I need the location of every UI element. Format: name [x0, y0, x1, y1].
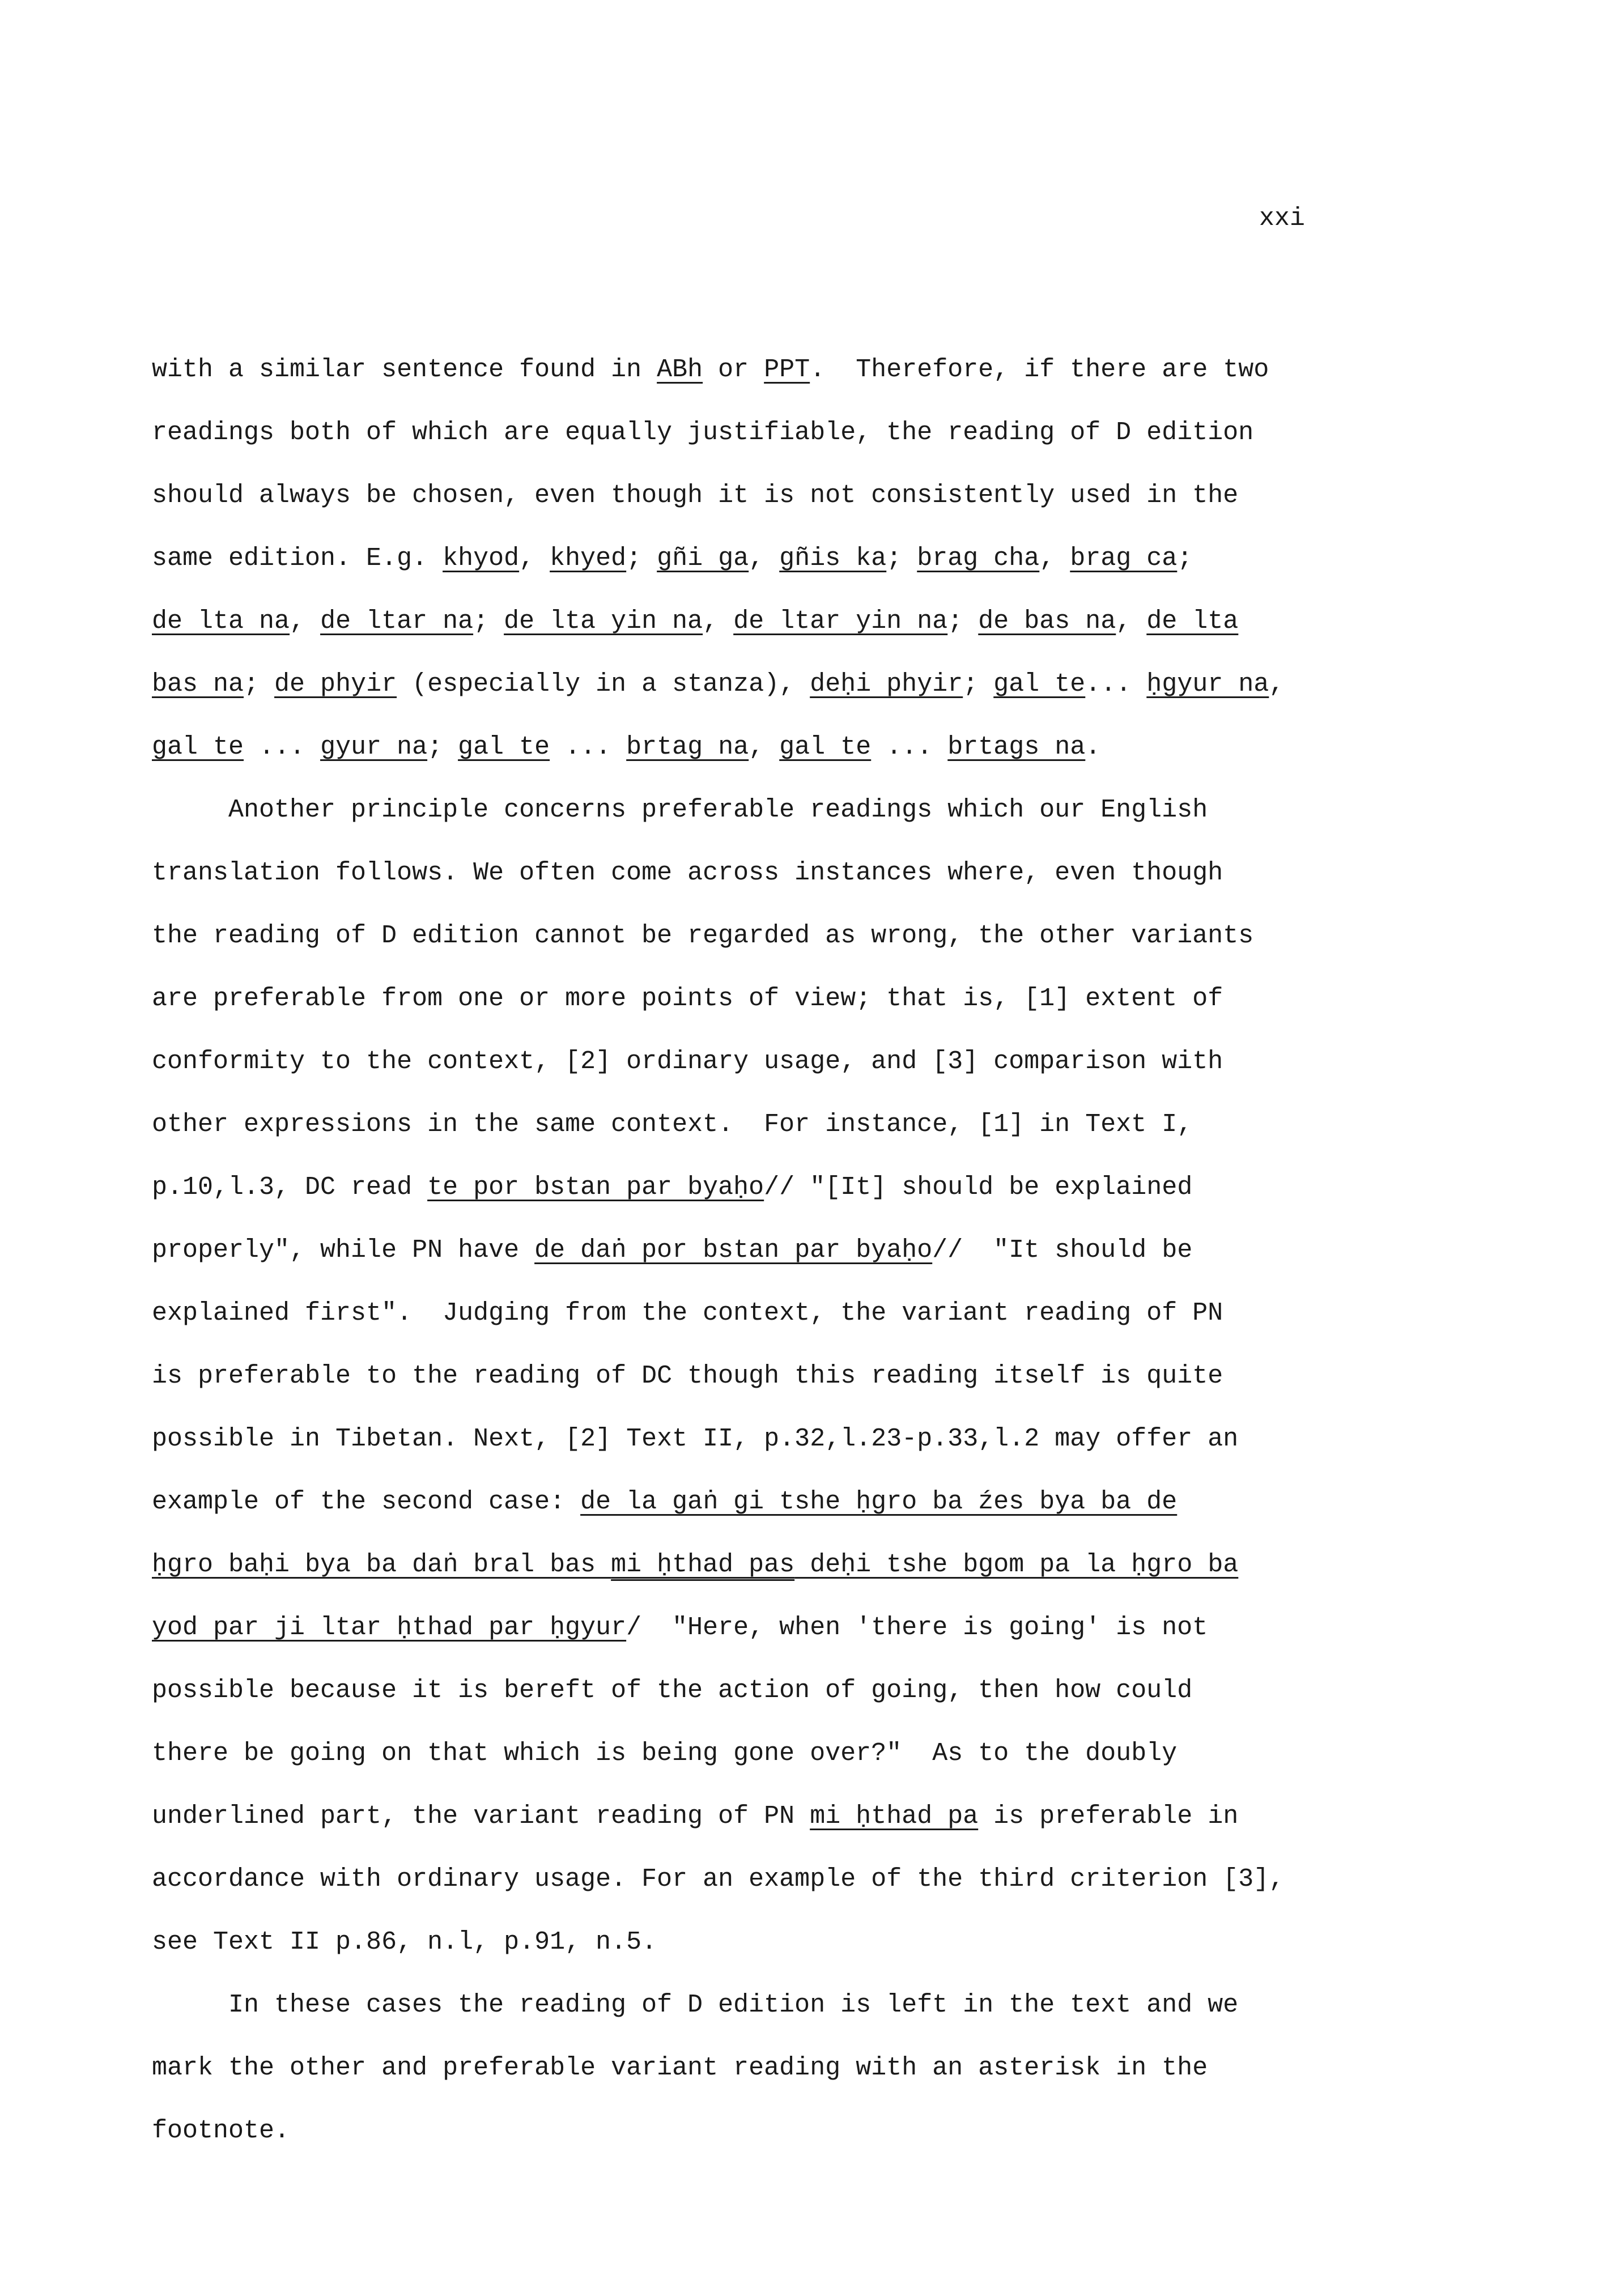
text-line: [152, 1533, 1284, 1596]
text-segment: ...: [550, 733, 627, 762]
text-line: [152, 1911, 1284, 1974]
text-line: [152, 401, 1284, 464]
body-text: [152, 338, 1284, 2162]
underlined-tibetan-term: gal te: [779, 733, 871, 762]
text-line: [152, 464, 1284, 527]
text-segment: conformity to the context, [2] ordinary usage, and [3] comparison with: [152, 1047, 1223, 1076]
underlined-tibetan-term: brag cha: [917, 544, 1040, 573]
underlined-tibetan-term: gñi ga: [657, 544, 749, 573]
underlined-tibetan-term: khyod: [443, 544, 520, 573]
underlined-tibetan-term: de lta na: [152, 607, 290, 636]
text-segment: properly", while PN have: [152, 1236, 535, 1265]
text-segment: In these cases the reading of D edition is left in the text and we: [152, 1991, 1239, 2019]
text-segment: example of the second case:: [152, 1487, 581, 1516]
text-line: [152, 653, 1284, 716]
text-line: [152, 590, 1284, 653]
text-line: [152, 527, 1284, 590]
underlined-tibetan-term: ḥgro baḥi bya ba daṅ bral bas: [152, 1550, 611, 1579]
text-segment: ,: [519, 544, 550, 573]
text-line: [152, 1974, 1284, 2036]
text-line: [152, 2099, 1284, 2162]
underlined-tibetan-term: de lta yin na: [504, 607, 703, 636]
text-segment: ,: [1269, 670, 1285, 699]
underlined-tibetan-term: deḥi phyir: [810, 670, 963, 699]
text-segment: underlined part, the variant reading of PN: [152, 1802, 810, 1831]
text-segment: with a similar sentence found in: [152, 355, 657, 384]
text-segment: ,: [703, 607, 734, 636]
text-line: [152, 1470, 1284, 1533]
text-line: [152, 1093, 1284, 1156]
underlined-tibetan-term: te por bstan par byaḥo: [427, 1173, 764, 1202]
text-segment: // "[It] should be explained: [764, 1173, 1193, 1202]
text-segment: ,: [1039, 544, 1070, 573]
text-line: [152, 1408, 1284, 1470]
underlined-tibetan-term: de bas na: [978, 607, 1116, 636]
underlined-tibetan-term: brtags na: [947, 733, 1086, 762]
underlined-tibetan-term: gyur na: [320, 733, 428, 762]
underlined-tibetan-term: gal te: [152, 733, 244, 762]
underlined-tibetan-term: ABh: [657, 355, 703, 384]
text-segment: readings both of which are equally justifiable, the reading of D edition: [152, 418, 1254, 447]
underlined-tibetan-term: de ltar yin na: [733, 607, 948, 636]
text-line: [152, 1282, 1284, 1345]
text-segment: Another principle concerns preferable readings which our English: [152, 796, 1208, 824]
text-segment: mark the other and preferable variant reading with an asterisk in the: [152, 2053, 1208, 2082]
text-segment: translation follows. We often come across instances where, even though: [152, 858, 1223, 887]
text-segment: ...: [871, 733, 948, 762]
text-segment: accordance with ordinary usage. For an example of the third criterion [3],: [152, 1865, 1285, 1894]
underlined-tibetan-term: khyed: [550, 544, 627, 573]
underlined-tibetan-term: de phyir: [274, 670, 397, 699]
double-underlined-term: mi ḥthad pas: [611, 1550, 795, 1579]
text-line: [152, 2036, 1284, 2099]
text-segment: / "Here, when 'there is going' is not: [626, 1613, 1208, 1642]
text-line: [152, 1659, 1284, 1722]
underlined-tibetan-term: de la gaṅ gi tshe ḥgro ba źes bya ba de: [580, 1487, 1177, 1516]
text-line: [152, 338, 1284, 401]
underlined-tibetan-term: bas na: [152, 670, 244, 699]
text-line: [152, 779, 1284, 841]
text-line: [152, 841, 1284, 904]
text-segment: see Text II p.86, n.l, p.91, n.5.: [152, 1928, 657, 1957]
text-segment: p.10,l.3, DC read: [152, 1173, 428, 1202]
text-line: [152, 1219, 1284, 1282]
text-line: [152, 904, 1284, 967]
text-segment: ,: [749, 544, 780, 573]
text-segment: ;: [947, 607, 979, 636]
text-segment: or: [703, 355, 764, 384]
text-segment: ,: [1116, 607, 1147, 636]
text-segment: // "It should be: [932, 1236, 1193, 1265]
text-segment: ;: [963, 670, 994, 699]
underlined-tibetan-term: brag ca: [1070, 544, 1177, 573]
text-segment: is preferable in: [978, 1802, 1239, 1831]
text-line: [152, 1156, 1284, 1219]
text-segment: . Therefore, if there are two: [810, 355, 1269, 384]
underlined-tibetan-term: de ltar na: [320, 607, 474, 636]
underlined-tibetan-term: gal te: [993, 670, 1086, 699]
underlined-tibetan-term: deḥi tshe bgom pa la ḥgro ba: [794, 1550, 1239, 1579]
text-line: [152, 1345, 1284, 1408]
text-segment: should always be chosen, even though it is not consistently used in the: [152, 481, 1239, 510]
underlined-tibetan-term: gal te: [458, 733, 550, 762]
text-segment: .: [1085, 733, 1101, 762]
underlined-tibetan-term: yod par ji ltar ḥthad par ḥgyur: [152, 1613, 627, 1642]
text-segment: footnote.: [152, 2116, 290, 2145]
underlined-tibetan-term: mi ḥthad pa: [810, 1802, 979, 1831]
text-segment: ;: [1177, 544, 1193, 573]
text-segment: possible in Tibetan. Next, [2] Text II, p.32,l.23-p.33,l.2 may offer an: [152, 1425, 1239, 1453]
page-number: xxi: [1259, 204, 1306, 233]
underlined-tibetan-term: brtag na: [626, 733, 749, 762]
text-segment: possible because it is bereft of the action of going, then how could: [152, 1676, 1193, 1705]
text-segment: ;: [886, 544, 917, 573]
underlined-tibetan-term: ḥgyur na: [1146, 670, 1269, 699]
text-segment: there be going on that which is being gone over?" As to the doubly: [152, 1739, 1177, 1768]
text-segment: other expressions in the same context. For instance, [1] in Text I,: [152, 1110, 1193, 1139]
text-line: [152, 1030, 1284, 1093]
text-segment: explained first". Judging from the context, the variant reading of PN: [152, 1299, 1223, 1328]
text-segment: ...: [1085, 670, 1147, 699]
text-segment: ;: [473, 607, 504, 636]
text-segment: ;: [427, 733, 458, 762]
text-segment: (especially in a stanza),: [397, 670, 810, 699]
text-line: [152, 1596, 1284, 1659]
text-segment: is preferable to the reading of DC though this reading itself is quite: [152, 1362, 1223, 1391]
text-segment: ;: [244, 670, 275, 699]
text-segment: same edition. E.g.: [152, 544, 443, 573]
text-line: [152, 967, 1284, 1030]
text-line: [152, 1785, 1284, 1848]
underlined-tibetan-term: PPT: [764, 355, 810, 384]
text-segment: the reading of D edition cannot be regarded as wrong, the other variants: [152, 921, 1254, 950]
text-segment: are preferable from one or more points of view; that is, [1] extent of: [152, 984, 1223, 1013]
text-segment: ,: [290, 607, 321, 636]
text-segment: ...: [244, 733, 321, 762]
underlined-tibetan-term: de lta: [1146, 607, 1239, 636]
text-segment: ;: [626, 544, 657, 573]
underlined-tibetan-term: gñis ka: [779, 544, 887, 573]
text-line: [152, 716, 1284, 779]
text-line: [152, 1722, 1284, 1785]
text-line: [152, 1848, 1284, 1911]
text-segment: ,: [749, 733, 780, 762]
underlined-tibetan-term: de daṅ por bstan par byaḥo: [534, 1236, 933, 1265]
